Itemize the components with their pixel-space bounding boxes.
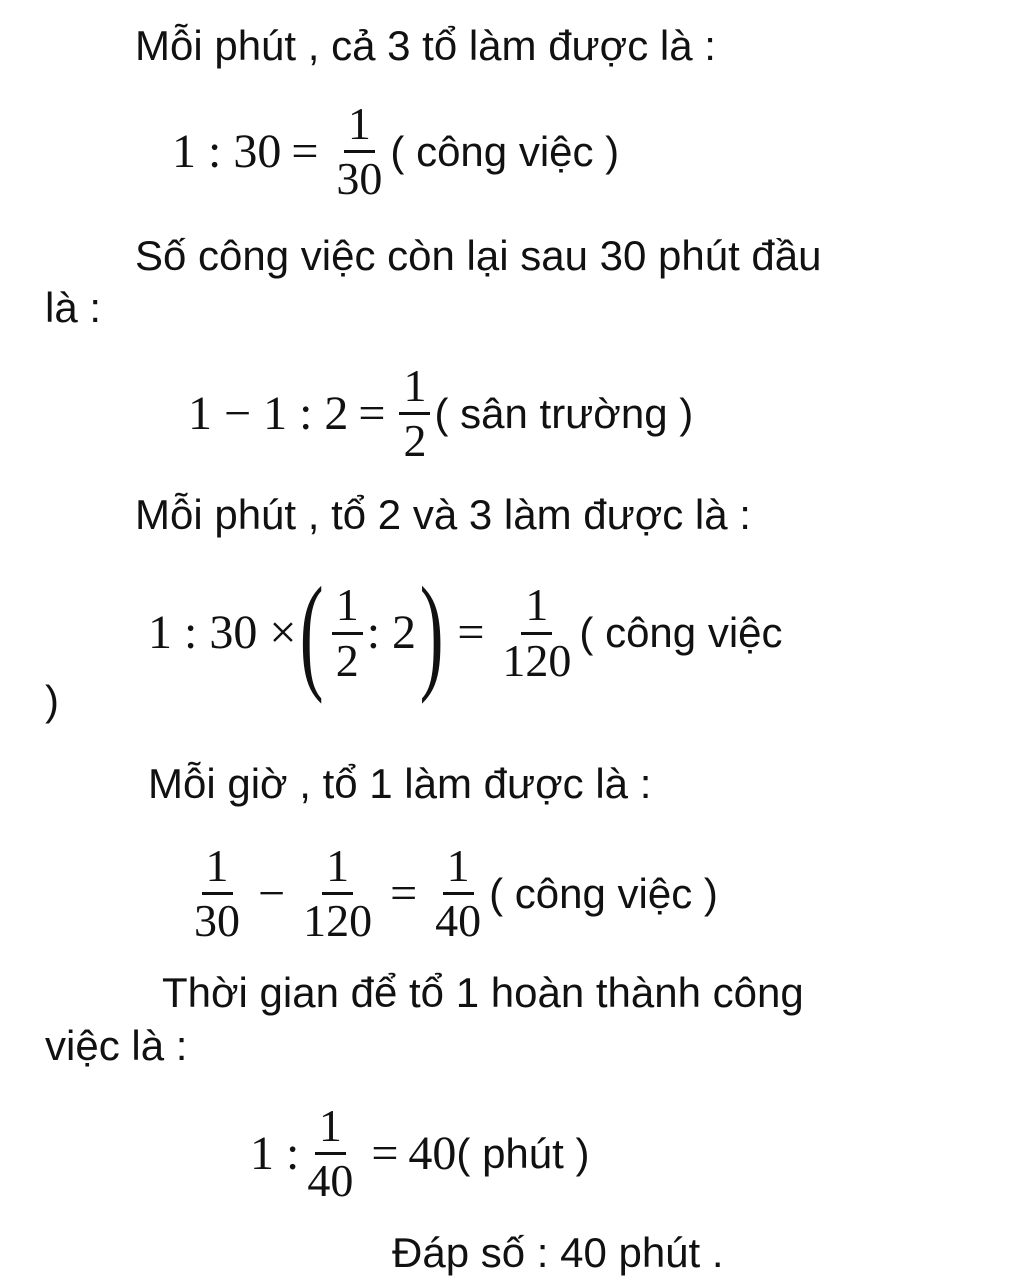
text-line-9: Thời gian để tổ 1 hoàn thành công xyxy=(162,969,804,1016)
answer-line: Đáp số : 40 phút . xyxy=(392,1229,724,1276)
equation-2 xyxy=(188,362,693,466)
eq4-fraction-a xyxy=(190,842,244,946)
eq5-rhs: 40 xyxy=(408,1126,457,1180)
eq4-unit: ( công việc ) xyxy=(489,869,718,917)
eq2-lhs: 1 − 1 : 2 xyxy=(188,386,349,440)
eq1-unit: ( công việc ) xyxy=(390,127,620,175)
equation-3 xyxy=(148,561,783,705)
eq5-denominator: 40 xyxy=(307,1155,354,1207)
eq2-equals: = xyxy=(358,386,386,440)
eq1-lhs: 1 : 30 xyxy=(172,124,282,178)
eq3-fraction xyxy=(498,581,575,685)
equation-1 xyxy=(172,100,619,204)
eq3-inner-fraction xyxy=(332,581,363,685)
eq3-inner-denominator: 2 xyxy=(335,634,359,686)
text-line-3b: là : xyxy=(45,284,102,331)
eq1-numerator: 1 xyxy=(344,100,375,153)
eq1-fraction xyxy=(332,100,386,204)
eq3-right-paren: ) xyxy=(419,561,444,705)
eq3-inner-numerator: 1 xyxy=(332,581,363,634)
eq4-b-numerator: 1 xyxy=(322,842,353,895)
eq1-equals: = xyxy=(291,124,319,178)
eq5-lhs: 1 : xyxy=(250,1126,300,1180)
eq4-equals: = xyxy=(390,866,418,920)
eq2-numerator: 1 xyxy=(399,362,430,415)
eq4-fraction-b xyxy=(299,842,376,946)
eq5-unit: ( phút ) xyxy=(456,1129,590,1177)
eq3-unit-close: ) xyxy=(45,677,59,724)
eq4-a-numerator: 1 xyxy=(202,842,233,895)
eq3-equals: = xyxy=(457,606,485,659)
eq2-fraction xyxy=(399,362,430,466)
eq1-denominator: 30 xyxy=(336,153,383,205)
eq2-unit: ( sân trường ) xyxy=(434,389,694,437)
text-line-7: Mỗi giờ , tổ 1 làm được là : xyxy=(148,760,652,807)
eq3-lhs: 1 : 30 × xyxy=(148,606,297,659)
eq5-equals: = xyxy=(371,1126,399,1180)
text-line-5: Mỗi phút , tổ 2 và 3 làm được là : xyxy=(135,491,751,538)
eq4-denominator: 40 xyxy=(435,895,482,947)
eq3-denominator: 120 xyxy=(502,634,572,686)
eq4-numerator: 1 xyxy=(443,842,474,895)
eq4-fraction-result xyxy=(431,842,485,946)
eq2-denominator: 2 xyxy=(403,415,427,467)
text-line-1: Mỗi phút , cả 3 tổ làm được là : xyxy=(135,22,716,69)
eq3-left-paren: ( xyxy=(300,561,324,705)
eq4-minus: − xyxy=(258,866,286,920)
eq4-b-denominator: 120 xyxy=(303,895,373,947)
eq3-inner-rest: : 2 xyxy=(366,606,417,659)
equation-5 xyxy=(250,1102,589,1206)
text-line-9b: việc là : xyxy=(45,1022,188,1069)
text-line-3: Số công việc còn lại sau 30 phút đầu xyxy=(135,232,822,279)
eq5-fraction xyxy=(303,1102,357,1206)
eq5-numerator: 1 xyxy=(315,1102,346,1155)
eq3-unit: ( công việc xyxy=(579,609,783,656)
eq3-numerator: 1 xyxy=(521,581,552,634)
equation-4 xyxy=(186,842,718,946)
eq4-a-denominator: 30 xyxy=(194,895,240,947)
